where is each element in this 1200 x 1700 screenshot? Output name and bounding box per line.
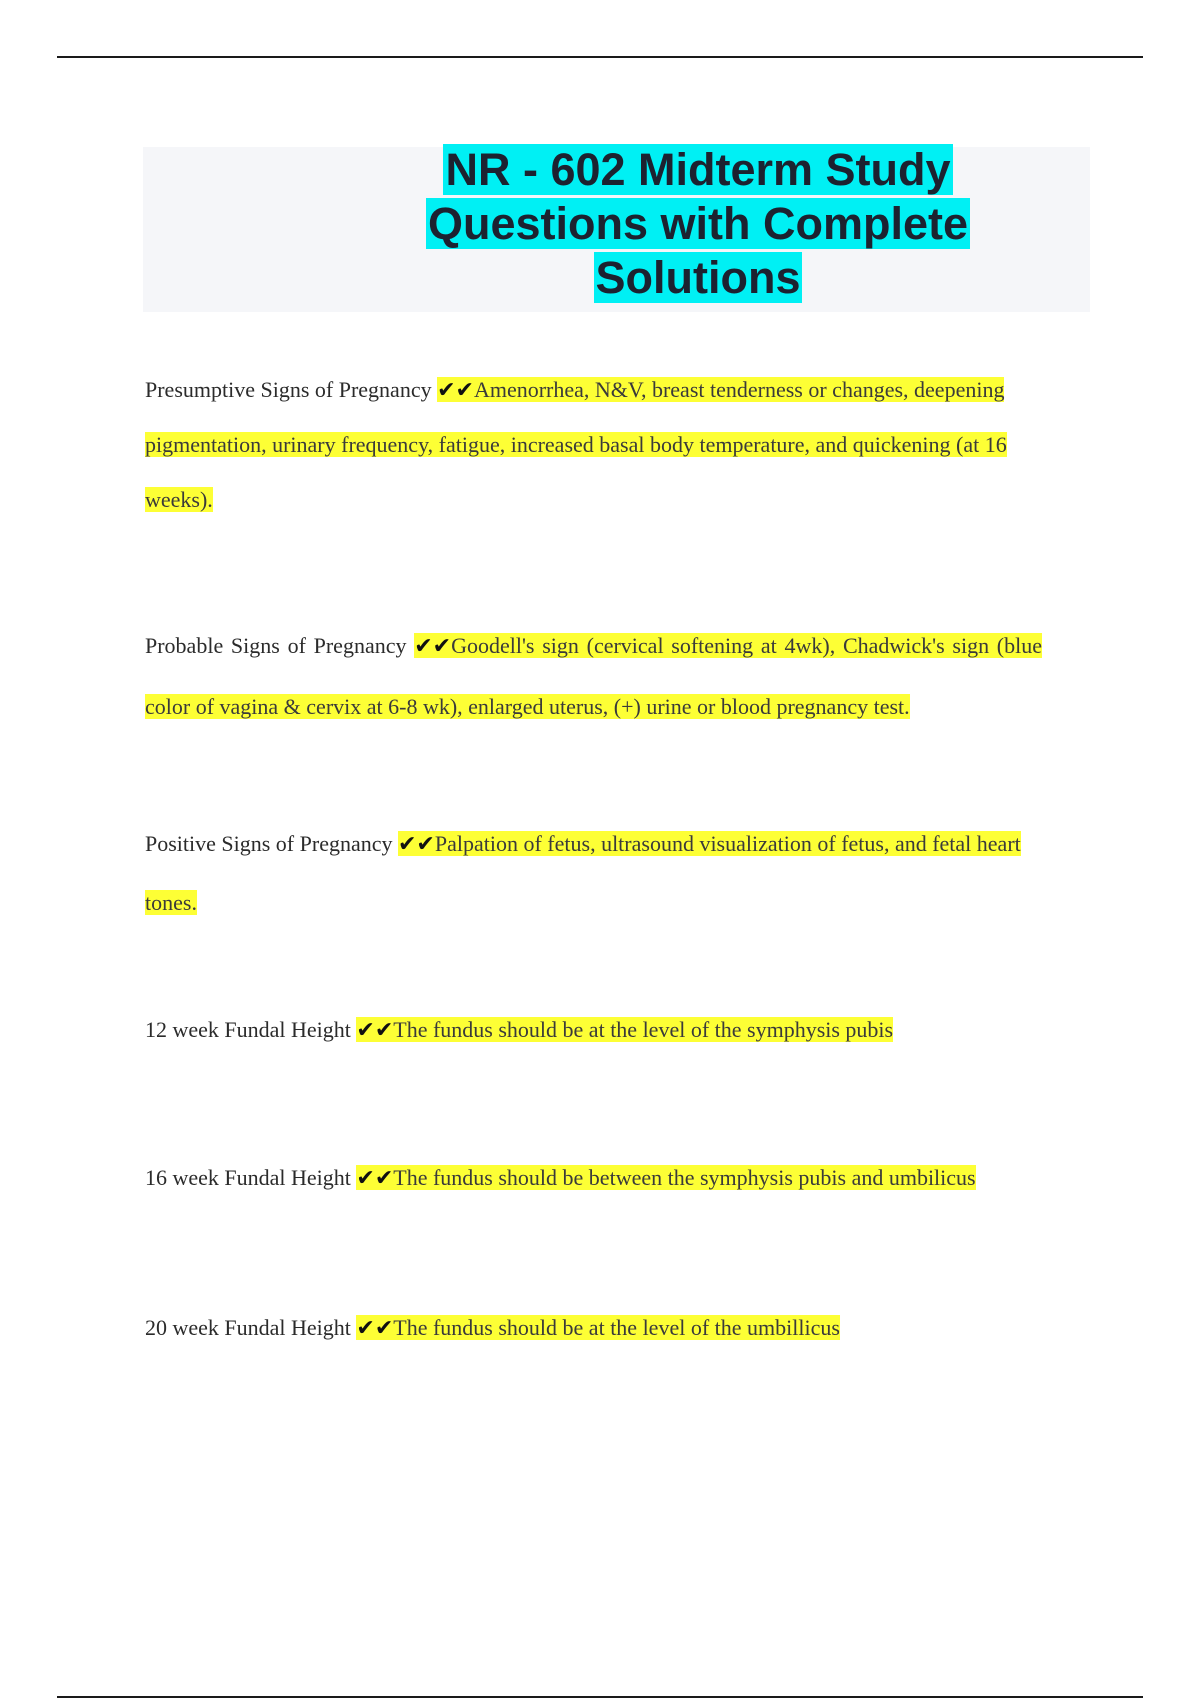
title-line: Questions with Complete <box>427 198 969 249</box>
item-term: 16 week Fundal Height <box>145 1165 351 1190</box>
bottom-rule <box>57 1696 1143 1698</box>
top-rule <box>57 56 1143 58</box>
study-item <box>145 1308 1057 1348</box>
item-answer: ✔✔Goodell's sign (cervical softening at 4wk), Chadwick's sign (blue color of vagina & cervix at 6-8 wk), enlarged uterus, (+) urine or blood pregnancy test. <box>145 633 1043 719</box>
item-answer: ✔✔The fundus should be at the level of the umbillicus <box>356 1315 840 1340</box>
study-item <box>145 615 1042 737</box>
checkmark-icon: ✔✔ <box>398 831 435 856</box>
checkmark-icon: ✔✔ <box>356 1017 394 1042</box>
item-term: Presumptive Signs of Pregnancy <box>145 377 432 402</box>
item-term: 12 week Fundal Height <box>145 1017 351 1042</box>
checkmark-icon: ✔✔ <box>437 377 474 402</box>
study-item <box>145 814 1057 932</box>
item-term: Positive Signs of Pregnancy <box>145 831 393 856</box>
checkmark-icon: ✔✔ <box>356 1165 394 1190</box>
item-answer: ✔✔The fundus should be between the symphysis pubis and umbilicus <box>356 1165 976 1190</box>
item-term: 20 week Fundal Height <box>145 1315 351 1340</box>
study-item <box>145 362 1057 527</box>
item-answer: ✔✔The fundus should be at the level of the symphysis pubis <box>356 1017 894 1042</box>
item-term: Probable Signs of Pregnancy <box>145 633 407 658</box>
item-answer: ✔✔Palpation of fetus, ultrasound visualization of fetus, and fetal heart tones. <box>145 831 1021 915</box>
item-answer: ✔✔Amenorrhea, N&V, breast tenderness or changes, deepening pigmentation, urinary frequency, fatigue, increased basal body temperature, and quickening (at 16 weeks). <box>145 377 1007 512</box>
title-line: NR - 602 Midterm Study <box>445 144 951 195</box>
title-line: Solutions <box>595 252 801 303</box>
study-item <box>145 1010 1057 1050</box>
checkmark-icon: ✔✔ <box>414 633 452 658</box>
study-item <box>145 1158 1057 1198</box>
checkmark-icon: ✔✔ <box>356 1315 394 1340</box>
document-title <box>143 143 1200 305</box>
